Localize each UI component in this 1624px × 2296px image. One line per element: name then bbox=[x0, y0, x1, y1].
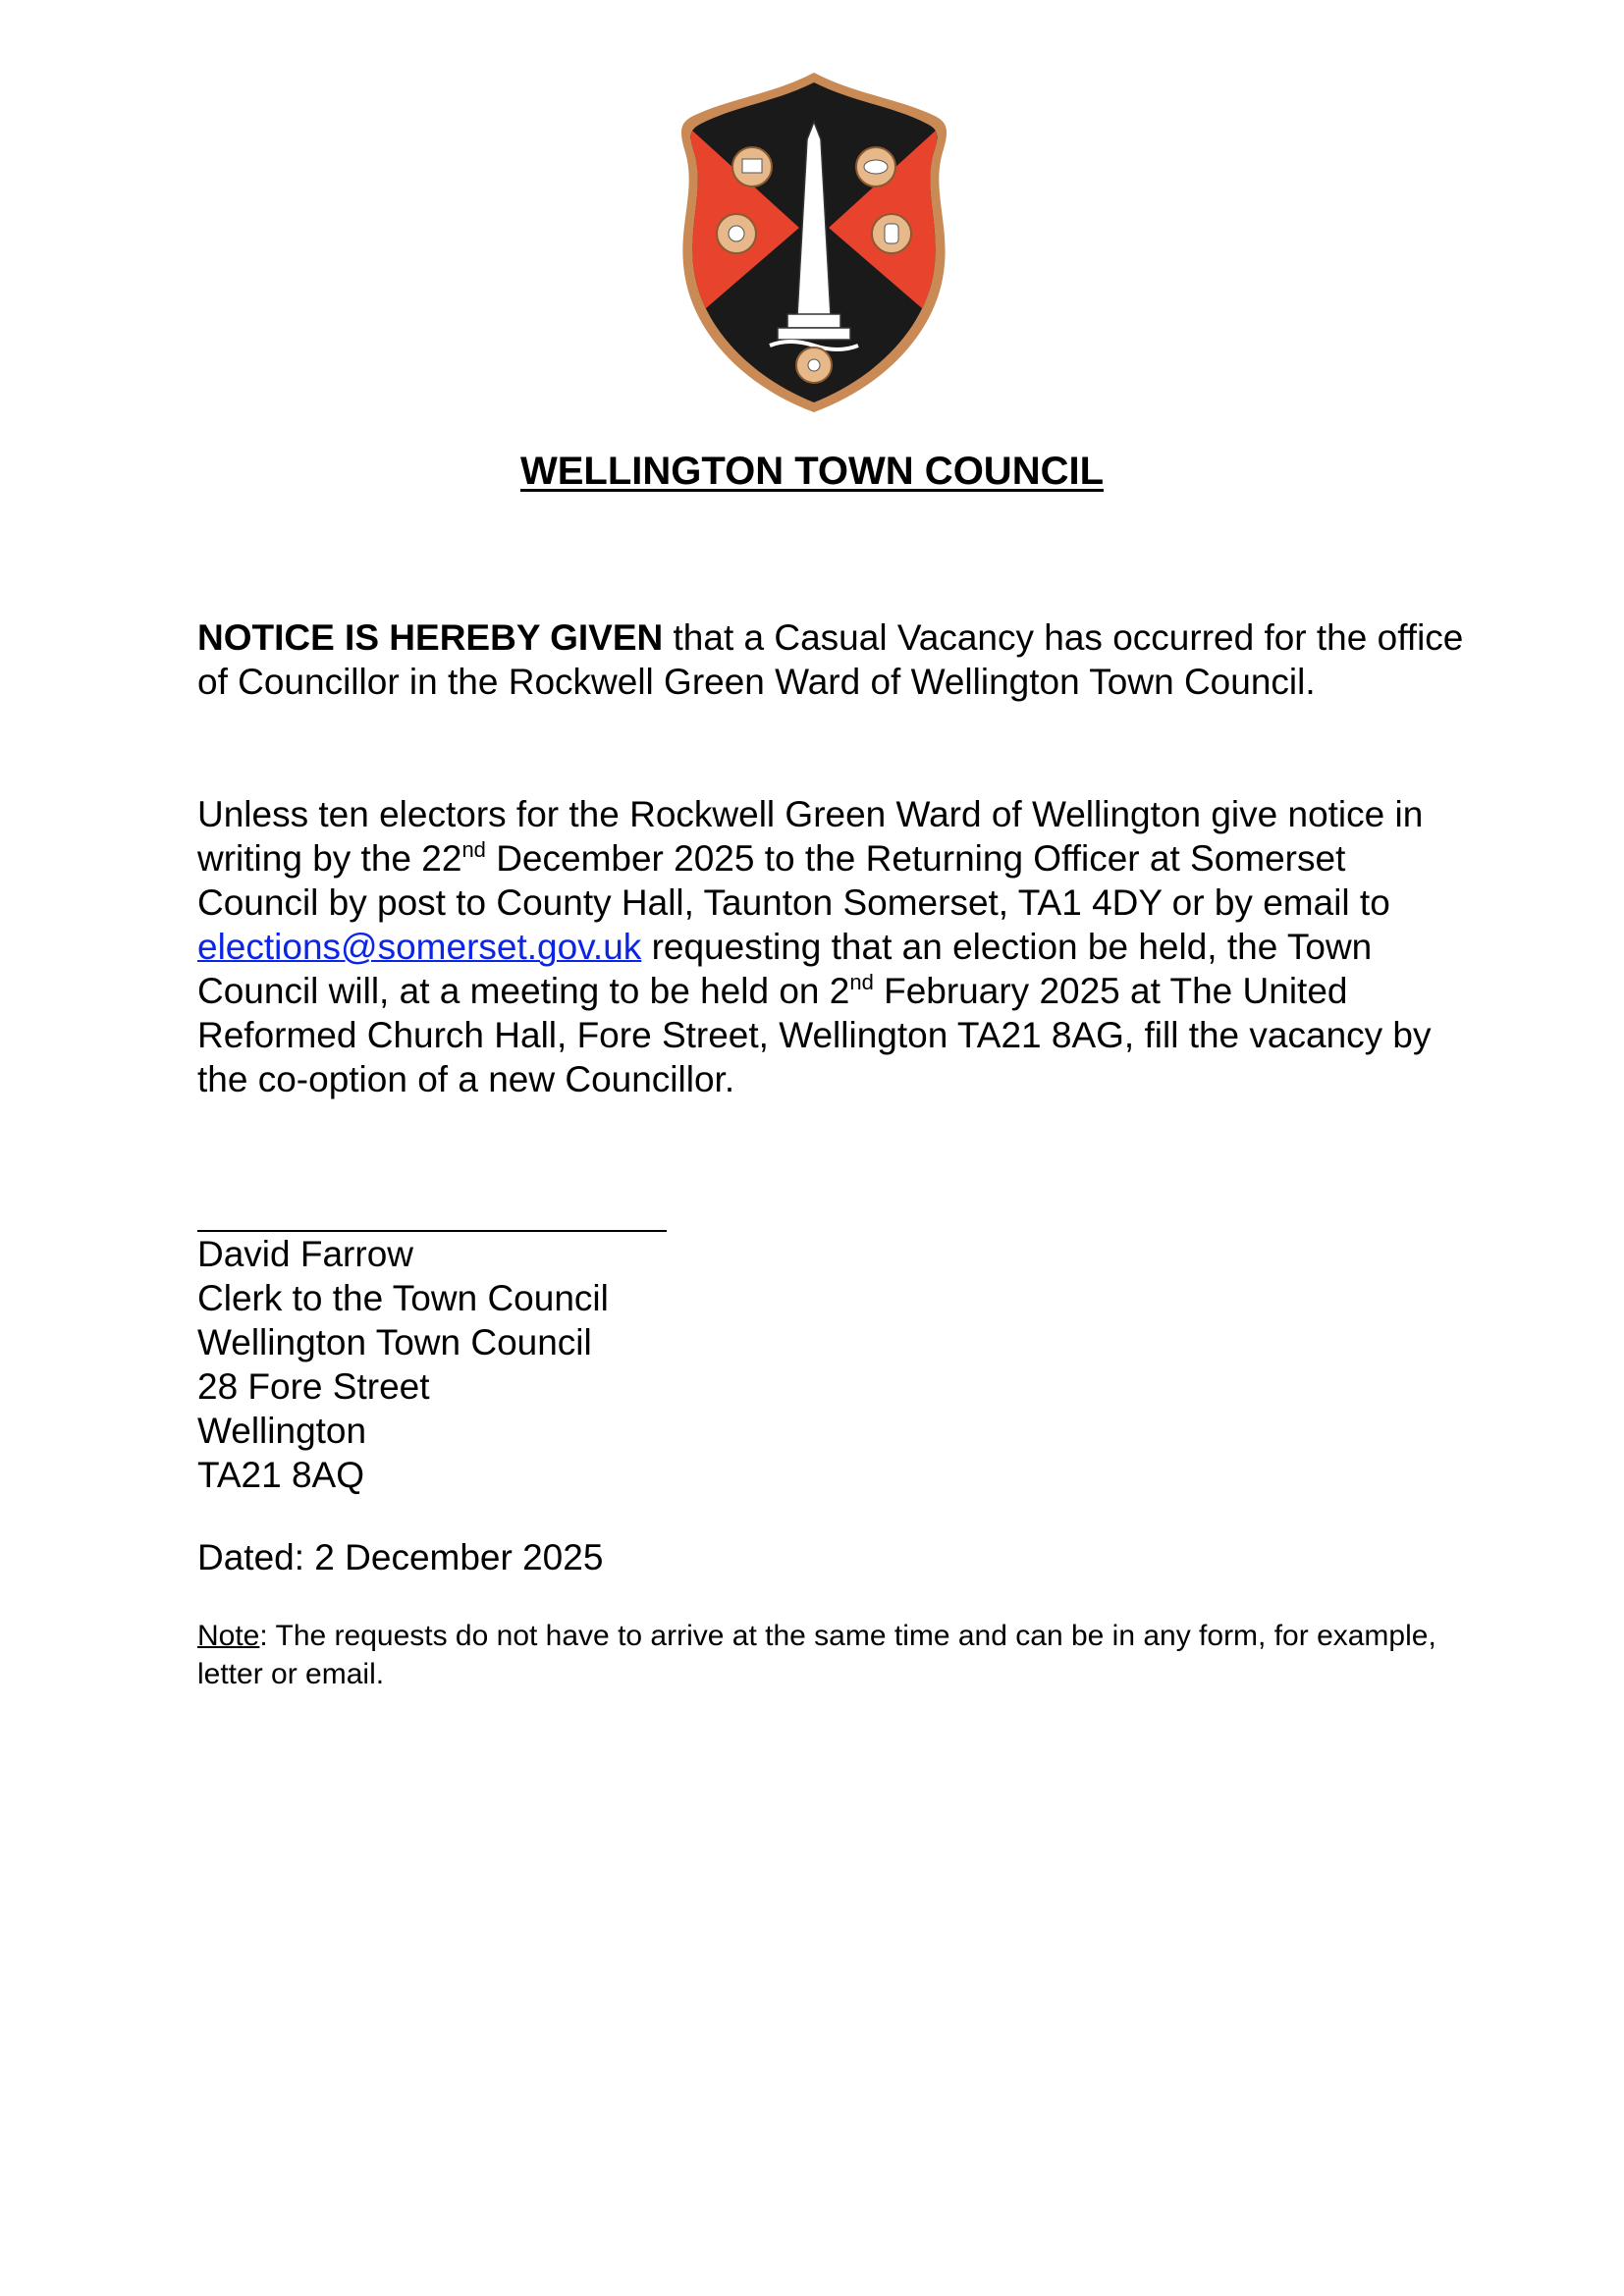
address-street: 28 Fore Street bbox=[197, 1366, 430, 1407]
signatory-organisation: Wellington Town Council bbox=[197, 1322, 592, 1362]
ordinal-suffix: nd bbox=[461, 837, 486, 862]
ordinal-suffix: nd bbox=[849, 970, 874, 994]
date-line: Dated: 2 December 2025 bbox=[197, 1537, 604, 1577]
page-title: WELLINGTON TOWN COUNCIL bbox=[519, 450, 1105, 493]
council-crest-logo bbox=[681, 71, 947, 414]
notice-paragraph-1 bbox=[197, 615, 1464, 704]
email-link[interactable]: elections@somerset.gov.uk bbox=[197, 927, 642, 967]
notice-text: requesting that an election be held, the Town Council will, at a meeting to be held on 2 bbox=[197, 927, 1373, 1011]
note-text: : The requests do not have to arrive at the same time and can be in any form, for example, letter or email. bbox=[197, 1620, 1436, 1690]
notice-paragraph-2 bbox=[197, 792, 1464, 1101]
notice-text: February 2025 at The United Reformed Church Hall, Fore Street, Wellington TA21 8AG, fill the vacancy by the co-option of a new Councillor. bbox=[197, 971, 1432, 1099]
signatory-role: Clerk to the Town Council bbox=[197, 1278, 609, 1318]
notice-text: Unless ten electors for the Rockwell Green Ward of Wellington give notice in writing by the 22 bbox=[197, 794, 1424, 879]
notice-text: December 2025 to the Returning Officer at Somerset Council by post to County Hall, Taunton Somerset, TA1 4DY or by email to bbox=[197, 838, 1390, 923]
note-paragraph bbox=[197, 1617, 1444, 1693]
address-postcode: TA21 8AQ bbox=[197, 1455, 365, 1495]
notice-lead: NOTICE IS HEREBY GIVEN bbox=[197, 617, 664, 658]
notice-lead-rest: that a Casual Vacancy has occurred for the office of Councillor in the Rockwell Green Ward of Wellington Town Council. bbox=[197, 617, 1464, 702]
signature-block bbox=[197, 1232, 609, 1497]
signatory-name: David Farrow bbox=[197, 1234, 413, 1274]
address-town: Wellington bbox=[197, 1411, 367, 1451]
note-label: Note bbox=[197, 1620, 260, 1652]
